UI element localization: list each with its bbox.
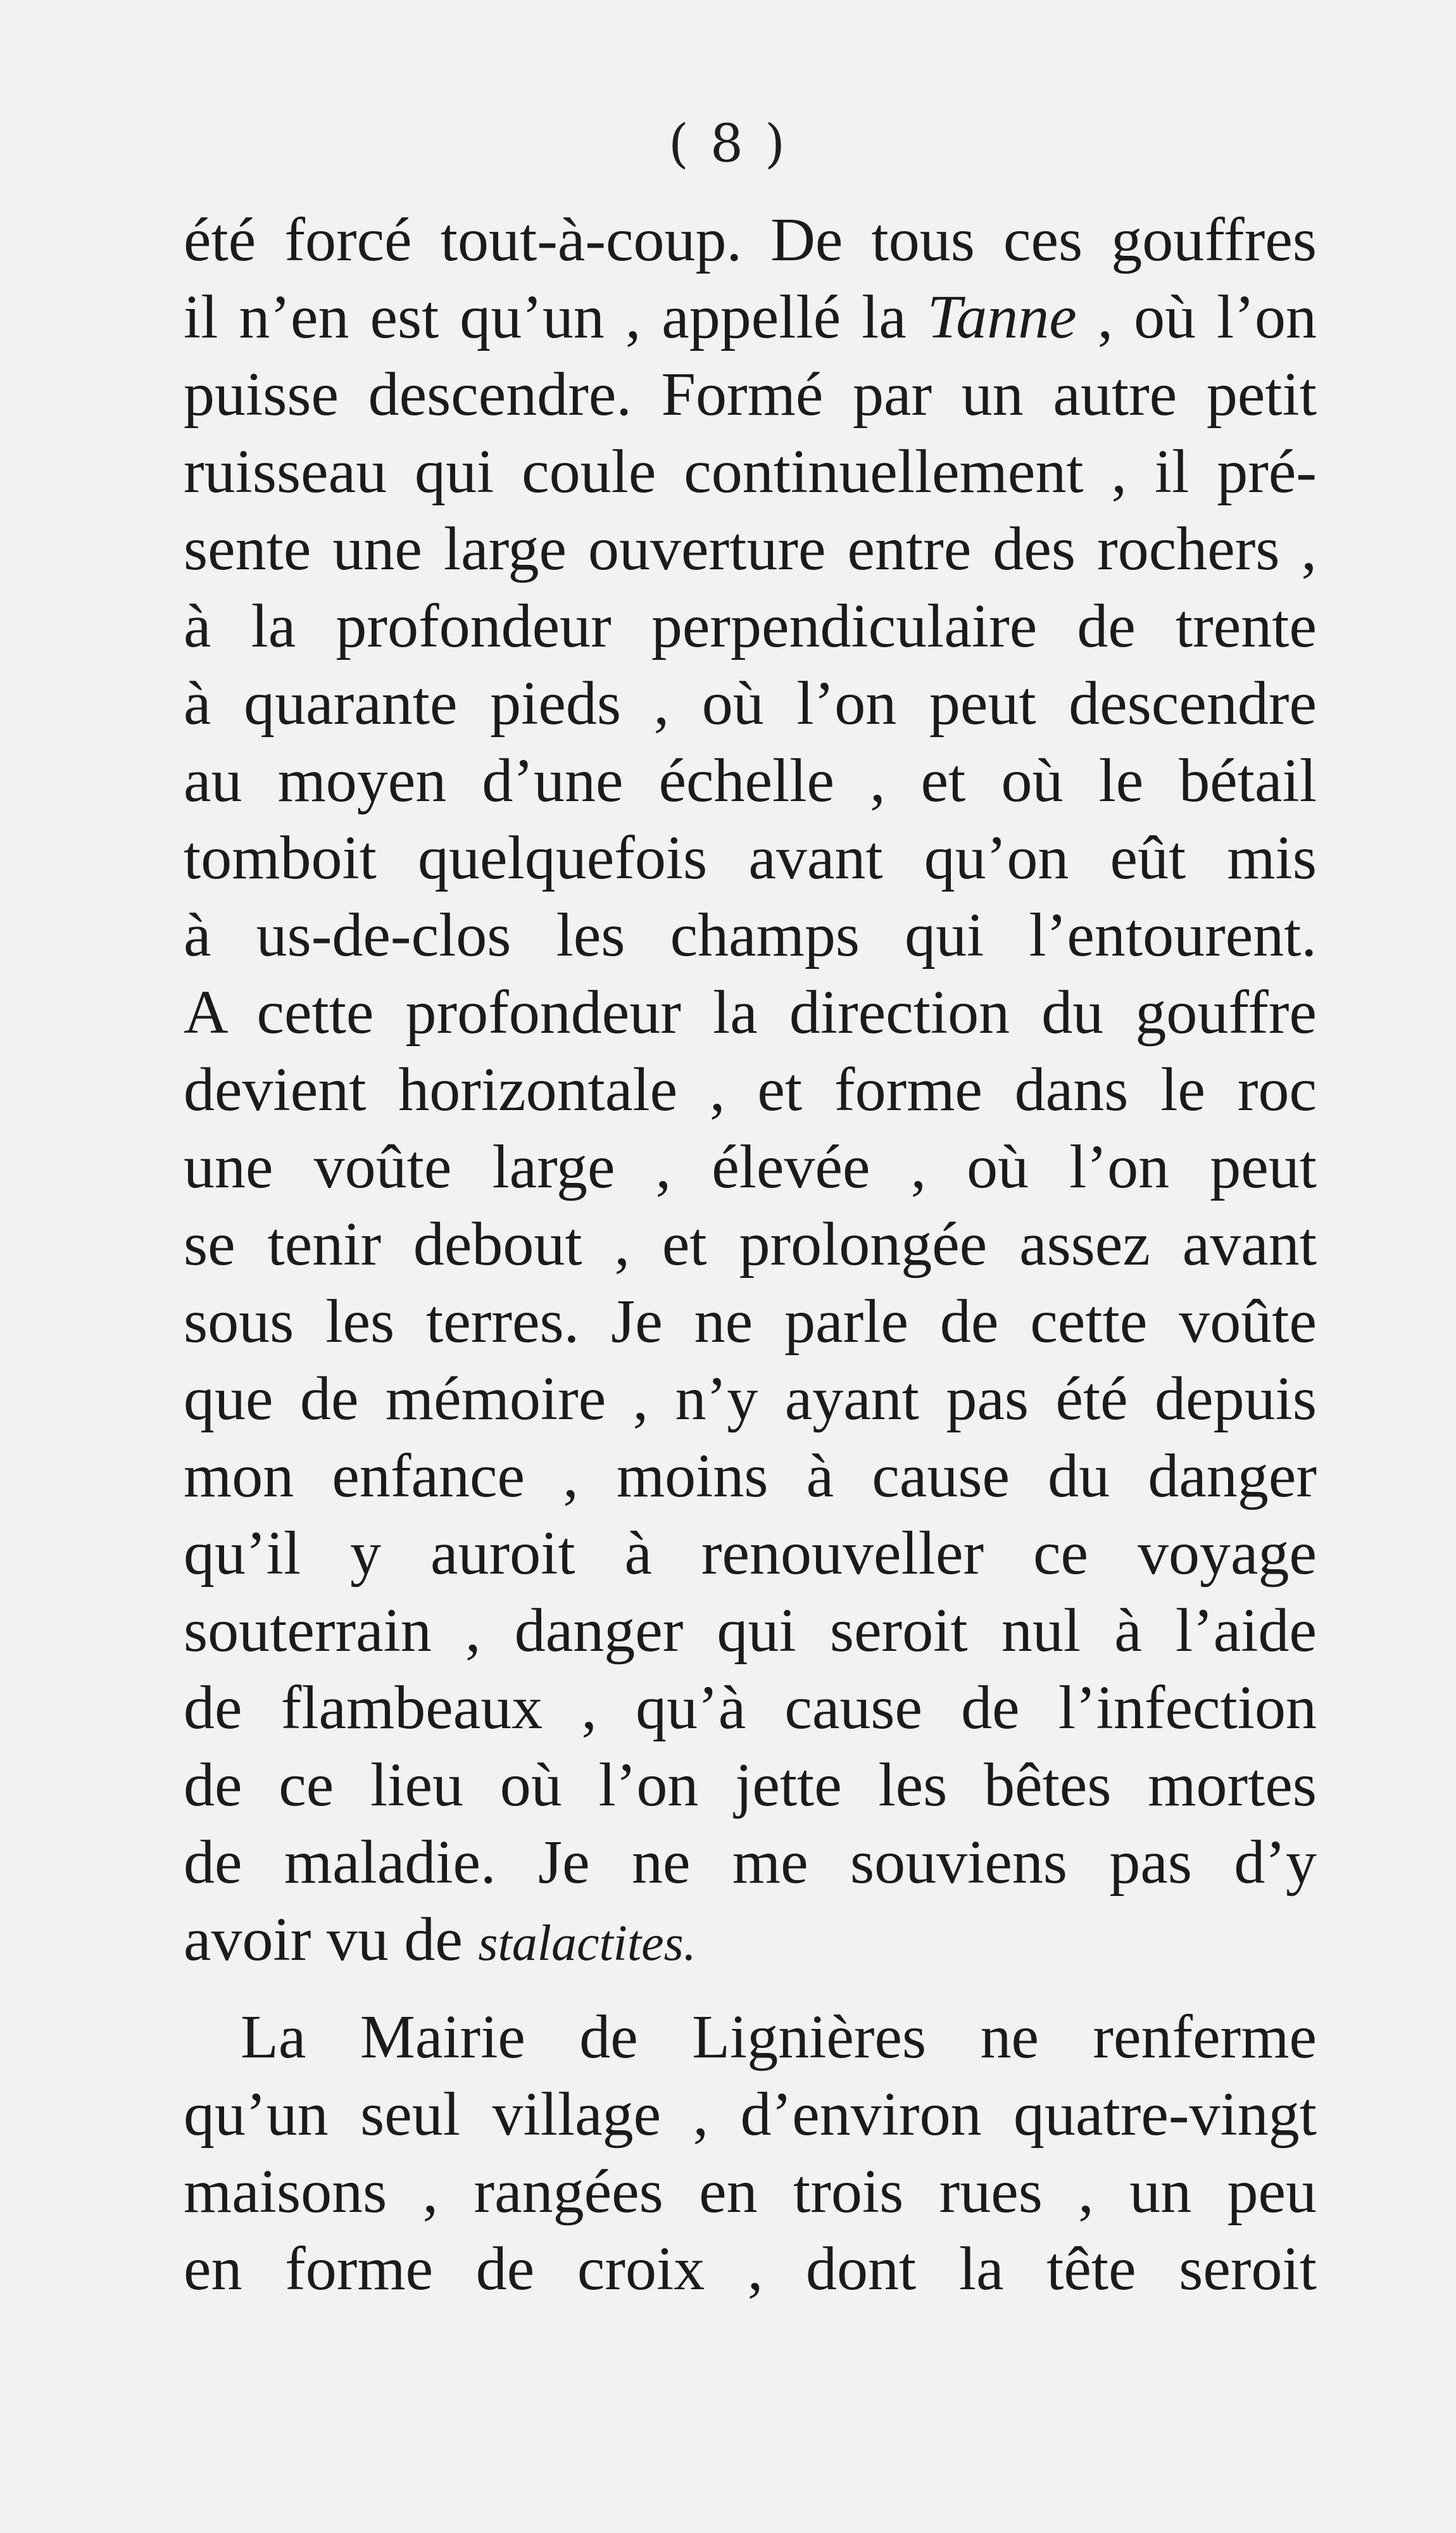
text-run: souterrain , danger qui seroit nul à l’aide: [184, 1596, 1317, 1665]
text-line: [184, 2230, 1317, 2308]
text-line: [184, 819, 1317, 897]
text-run: ruisseau qui coule continuellement , il pré-: [184, 438, 1317, 506]
text-line: [184, 1669, 1317, 1747]
text-run: sous les terres. Je ne parle de cette voûte: [184, 1287, 1317, 1356]
text-run: sente une large ouverture entre des rochers ,: [184, 515, 1317, 583]
text-run: se tenir debout , et prolongée assez avant: [184, 1210, 1317, 1279]
body-text: [184, 201, 1317, 2308]
text-line: [184, 1437, 1317, 1515]
paragraph: [184, 1999, 1317, 2308]
text-line: [184, 201, 1317, 279]
text-run: de maladie. Je ne me souviens pas d’y: [184, 1828, 1317, 1897]
italic-word: Tanne: [927, 283, 1077, 351]
text-line: [184, 510, 1317, 588]
text-run: La Mairie de Lignières ne renferme: [241, 2003, 1317, 2071]
text-run: de flambeaux , qu’à cause de l’infection: [184, 1674, 1317, 1742]
text-run: devient horizontale , et forme dans le roc: [184, 1056, 1317, 1124]
text-line: [184, 1283, 1317, 1360]
text-run: en forme de croix , dont la tête seroit: [184, 2235, 1317, 2303]
text-line: [184, 974, 1317, 1051]
text-line: [184, 742, 1317, 819]
text-run: mon enfance , moins à cause du danger: [184, 1442, 1317, 1510]
text-run: maisons , rangées en trois rues , un peu: [184, 2157, 1317, 2226]
text-run: , où l’on: [1076, 283, 1317, 351]
text-line: [184, 1515, 1317, 1592]
text-run: A cette profondeur la direction du gouffre: [184, 978, 1317, 1047]
paragraph: [184, 201, 1317, 1978]
text-line: [184, 1206, 1317, 1283]
text-line: [184, 433, 1317, 510]
italic-word: stalactites.: [478, 1916, 696, 1971]
page-number: ( 8 ): [668, 114, 788, 174]
text-run: puisse descendre. Formé par un autre petit: [184, 360, 1317, 429]
text-run: à quarante pieds , où l’on peut descendre: [184, 669, 1317, 738]
text-run: avoir vu de: [184, 1905, 479, 1974]
paragraph-gap: [184, 1978, 1317, 1999]
text-line: [184, 2076, 1317, 2153]
text-line: [184, 897, 1317, 974]
text-run: qu’il y auroit à renouveller ce voyage: [184, 1519, 1317, 1588]
text-line: [184, 1592, 1317, 1669]
text-line: [184, 2153, 1317, 2230]
text-run: de ce lieu où l’on jette les bêtes mortes: [184, 1751, 1317, 1819]
text-line: [184, 588, 1317, 665]
text-line: [184, 1824, 1317, 1901]
text-line: [184, 1747, 1317, 1824]
text-run: tomboit quelquefois avant qu’on eût mis: [184, 824, 1317, 892]
text-run: été forcé tout-à-coup. De tous ces gouffres: [184, 206, 1317, 274]
text-line: [184, 1051, 1317, 1128]
text-line: [184, 665, 1317, 742]
text-run: à la profondeur perpendiculaire de trente: [184, 592, 1317, 660]
text-run: au moyen d’une échelle , et où le bétail: [184, 747, 1317, 815]
text-line: [184, 1999, 1317, 2076]
text-run: il n’en est qu’un , appellé la: [184, 283, 927, 351]
text-line: [184, 1360, 1317, 1437]
text-run: une voûte large , élevée , où l’on peut: [184, 1133, 1317, 1201]
text-run: que de mémoire , n’y ayant pas été depuis: [184, 1365, 1317, 1433]
text-line: [184, 279, 1317, 356]
text-line: [184, 1128, 1317, 1206]
text-line: [184, 1901, 1317, 1978]
text-run: à us-de-clos les champs qui l’entourent.: [184, 901, 1317, 970]
text-line: [184, 356, 1317, 433]
text-run: qu’un seul village , d’environ quatre-vingt: [184, 2080, 1317, 2149]
